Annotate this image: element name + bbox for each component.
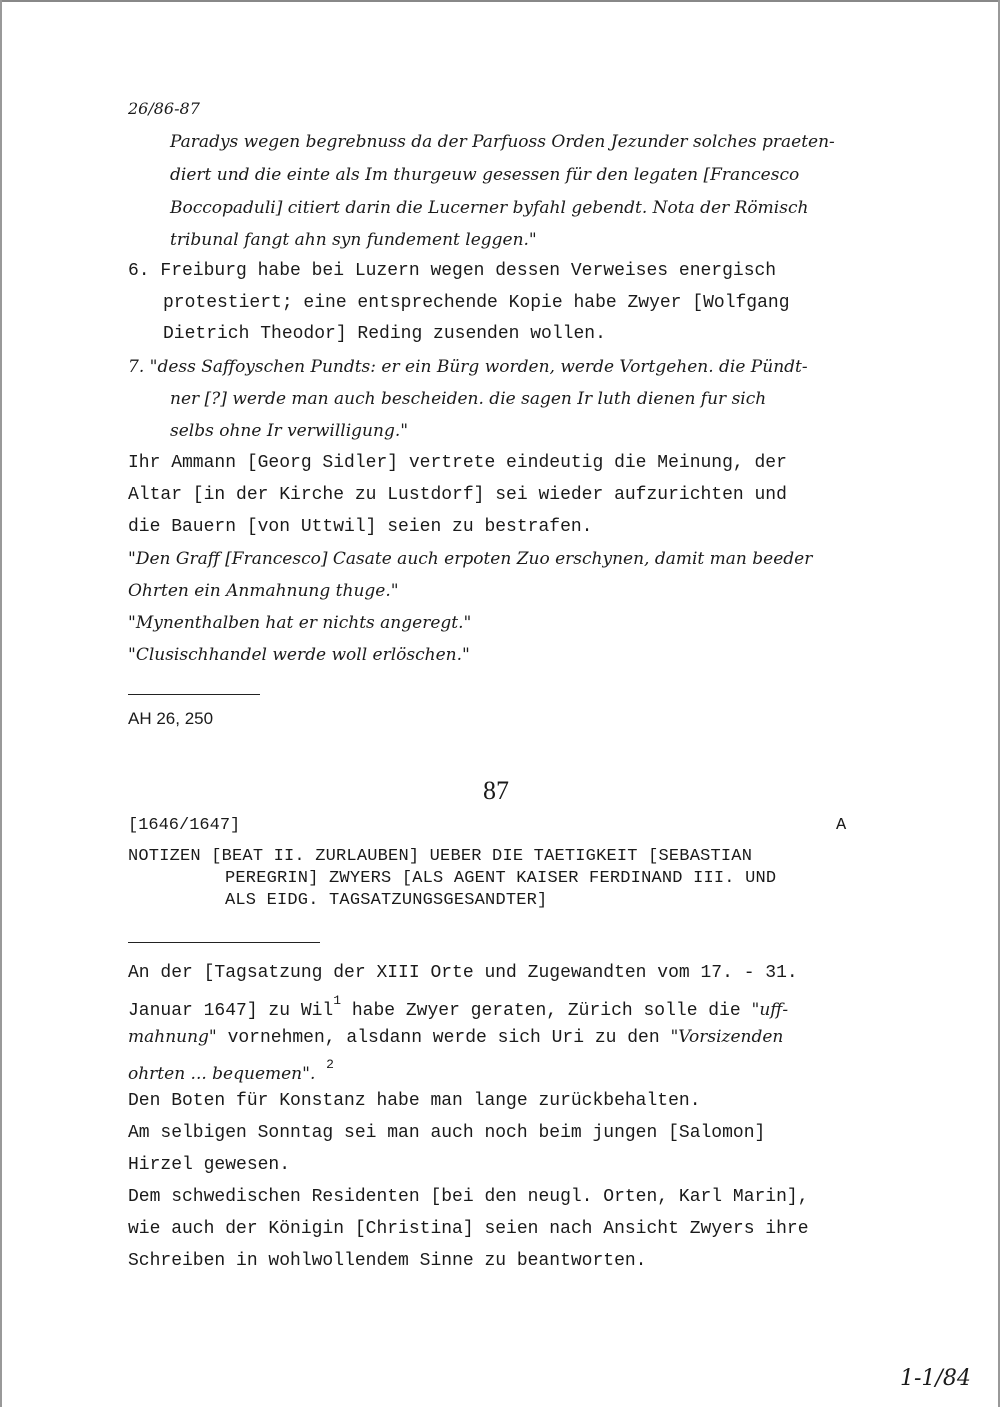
- text-line: die Bauern [von Uttwil] seien zu bestrafen.: [128, 517, 593, 537]
- quote-span: "Vorsizenden: [670, 1027, 784, 1047]
- quote-span: "uff-: [751, 1000, 789, 1020]
- text-line: Den Boten für Konstanz habe man lange zurückbehalten.: [128, 1091, 701, 1111]
- text-line: Hirzel gewesen.: [128, 1155, 291, 1175]
- text-line: Altar [in der Kirche zu Lustdorf] sei wieder aufzurichten und: [128, 485, 787, 505]
- quote-line: diert und die einte als Im thurgeuw gesessen für den legaten [Francesco: [170, 165, 800, 185]
- text-line: Ihr Ammann [Georg Sidler] vertrete eindeutig die Meinung, der: [128, 453, 787, 473]
- page-border: [0, 0, 2, 1407]
- text-span: Januar 1647] zu Wil: [128, 1001, 334, 1021]
- document-title-line: ALS EIDG. TAGSATZUNGSGESANDTER]: [225, 891, 548, 910]
- text-line: protestiert; eine entsprechende Kopie habe Zwyer [Wolfgang: [163, 293, 790, 313]
- quote-line: "Clusischhandel werde woll erlöschen.": [128, 645, 470, 665]
- quote-line: tribunal fangt ahn syn fundement leggen.": [170, 230, 537, 250]
- quote-span: ohrten ... bequemen".: [128, 1064, 316, 1084]
- quote-line: Boccopaduli] citiert darin die Lucerner byfahl gebendt. Nota der Römisch: [170, 198, 809, 218]
- text-line: Dietrich Theodor] Reding zusenden wollen.: [163, 324, 606, 344]
- quote-line: ner [?] werde man auch bescheiden. die sagen Ir luth dienen fur sich: [170, 389, 767, 409]
- handwritten-page-number: 1-1/84: [900, 1366, 971, 1391]
- text-span: habe Zwyer geraten, Zürich solle die: [341, 1001, 752, 1021]
- text-line: [128, 994, 788, 1022]
- quote-line: "Den Graff [Francesco] Casate auch erpoten Zuo erschynen, damit man beeder: [128, 549, 813, 569]
- text-line: An der [Tagsatzung der XIII Orte und Zugewandten vom 17. - 31.: [128, 963, 798, 983]
- document-number: 87: [483, 776, 509, 805]
- document-title-line: PEREGRIN] ZWYERS [ALS AGENT KAISER FERDINAND III. UND: [225, 869, 777, 888]
- quote-line: Ohrten ein Anmahnung thuge.": [128, 581, 399, 601]
- document-letter: A: [836, 816, 847, 835]
- section-separator: [128, 942, 320, 943]
- page-border: [0, 0, 1000, 2]
- text-span: vornehmen, alsdann werde sich Uri zu den: [216, 1028, 671, 1048]
- text-line: Dem schwedischen Residenten [bei den neugl. Orten, Karl Marin],: [128, 1187, 809, 1207]
- footnote: AH 26, 250: [128, 709, 214, 728]
- quote-line: selbs ohne Ir verwilligung.": [170, 421, 409, 441]
- quote-line: Paradys wegen begrebnuss da der Parfuoss Orden Jezunder solches praeten-: [170, 132, 835, 152]
- footnote-ref: 2: [326, 1057, 334, 1072]
- text-line: [128, 1058, 334, 1086]
- document-title-line: NOTIZEN [BEAT II. ZURLAUBEN] UEBER DIE TAETIGKEIT [SEBASTIAN: [128, 847, 753, 866]
- document-date: [1646/1647]: [128, 816, 241, 835]
- quote-line: "Mynenthalben hat er nichts angeregt.": [128, 613, 472, 633]
- text-line: Schreiben in wohlwollendem Sinne zu beantworten.: [128, 1251, 647, 1271]
- text-line: 6. Freiburg habe bei Luzern wegen dessen Verweises energisch: [128, 261, 777, 281]
- footnote-ref: 1: [333, 993, 342, 1008]
- text-line: wie auch der Königin [Christina] seien nach Ansicht Zwyers ihre: [128, 1219, 809, 1239]
- quote-line: 7. "dess Saffoyschen Pundts: er ein Bürg worden, werde Vortgehen. die Pündt-: [128, 357, 808, 377]
- page-ref: 26/86-87: [128, 99, 200, 118]
- quote-span: mahnung": [128, 1027, 217, 1047]
- text-line: [128, 1026, 783, 1049]
- text-line: Am selbigen Sonntag sei man auch noch beim jungen [Salomon]: [128, 1123, 766, 1143]
- footnote-separator: [128, 694, 260, 695]
